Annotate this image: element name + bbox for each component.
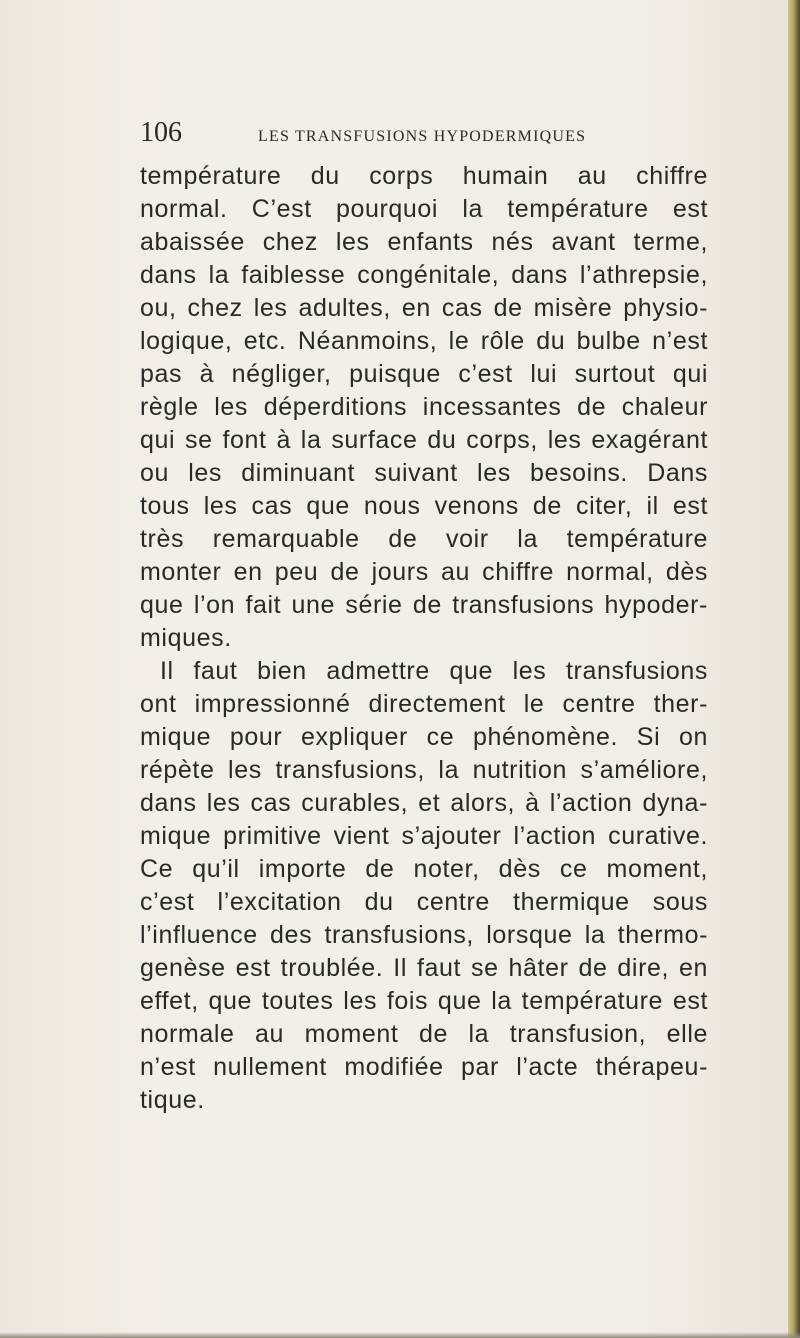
text-line: genèse est troublée. Il faut se hâter de dire, en — [140, 954, 708, 982]
text-line: ont impressionné directement le centre ther- — [140, 690, 708, 718]
book-edge — [788, 0, 800, 1338]
text-line: miques. — [140, 624, 232, 652]
text-line: dans la faiblesse congénitale, dans l’athrepsie, — [140, 261, 708, 289]
text-line: effet, que toutes les fois que la température est — [140, 987, 708, 1015]
text-line: c’est l’excitation du centre thermique sous — [140, 888, 708, 916]
text-line: qui se font à la surface du corps, les exagérant — [140, 426, 708, 454]
text-line: tique. — [140, 1086, 205, 1114]
text-line: mique pour expliquer ce phénomène. Si on — [140, 723, 708, 751]
text-line: Ce qu’il importe de noter, dès ce moment, — [140, 855, 708, 883]
text-line: pas à négliger, puisque c’est lui surtout qui — [140, 360, 708, 388]
text-line: mique primitive vient s’ajouter l’action curative. — [140, 822, 708, 850]
body-text — [140, 160, 708, 1117]
text-line: règle les déperditions incessantes de chaleur — [140, 393, 708, 421]
text-line: dans les cas curables, et alors, à l’action dyna- — [140, 789, 708, 817]
text-line: Il faut bien admettre que les transfusions — [160, 657, 708, 685]
text-line: monter en peu de jours au chiffre normal, dès — [140, 558, 708, 586]
text-line: l’influence des transfusions, lorsque la thermo- — [140, 921, 708, 949]
page-header — [140, 118, 610, 148]
text-line: ou, chez les adultes, en cas de misère physio- — [140, 294, 708, 322]
text-line: température du corps humain au chiffre — [140, 162, 708, 190]
text-line: tous les cas que nous venons de citer, il est — [140, 492, 708, 520]
text-line: ou les diminuant suivant les besoins. Dans — [140, 459, 708, 487]
text-line: normal. C’est pourquoi la température est — [140, 195, 708, 223]
page-bottom-shadow — [0, 1332, 800, 1338]
text-line: abaissée chez les enfants nés avant terme, — [140, 228, 708, 256]
text-line: très remarquable de voir la température — [140, 525, 708, 553]
text-line: logique, etc. Néanmoins, le rôle du bulbe n’est — [140, 327, 708, 355]
text-line: que l’on fait une série de transfusions hypoder- — [140, 591, 708, 619]
text-line: normale au moment de la transfusion, elle — [140, 1020, 708, 1048]
text-line: répète les transfusions, la nutrition s’améliore, — [140, 756, 708, 784]
page-number: 106 — [140, 117, 182, 148]
running-title: LES TRANSFUSIONS HYPODERMIQUES — [258, 128, 587, 145]
text-line: n’est nullement modifiée par l’acte thérapeu- — [140, 1053, 708, 1081]
